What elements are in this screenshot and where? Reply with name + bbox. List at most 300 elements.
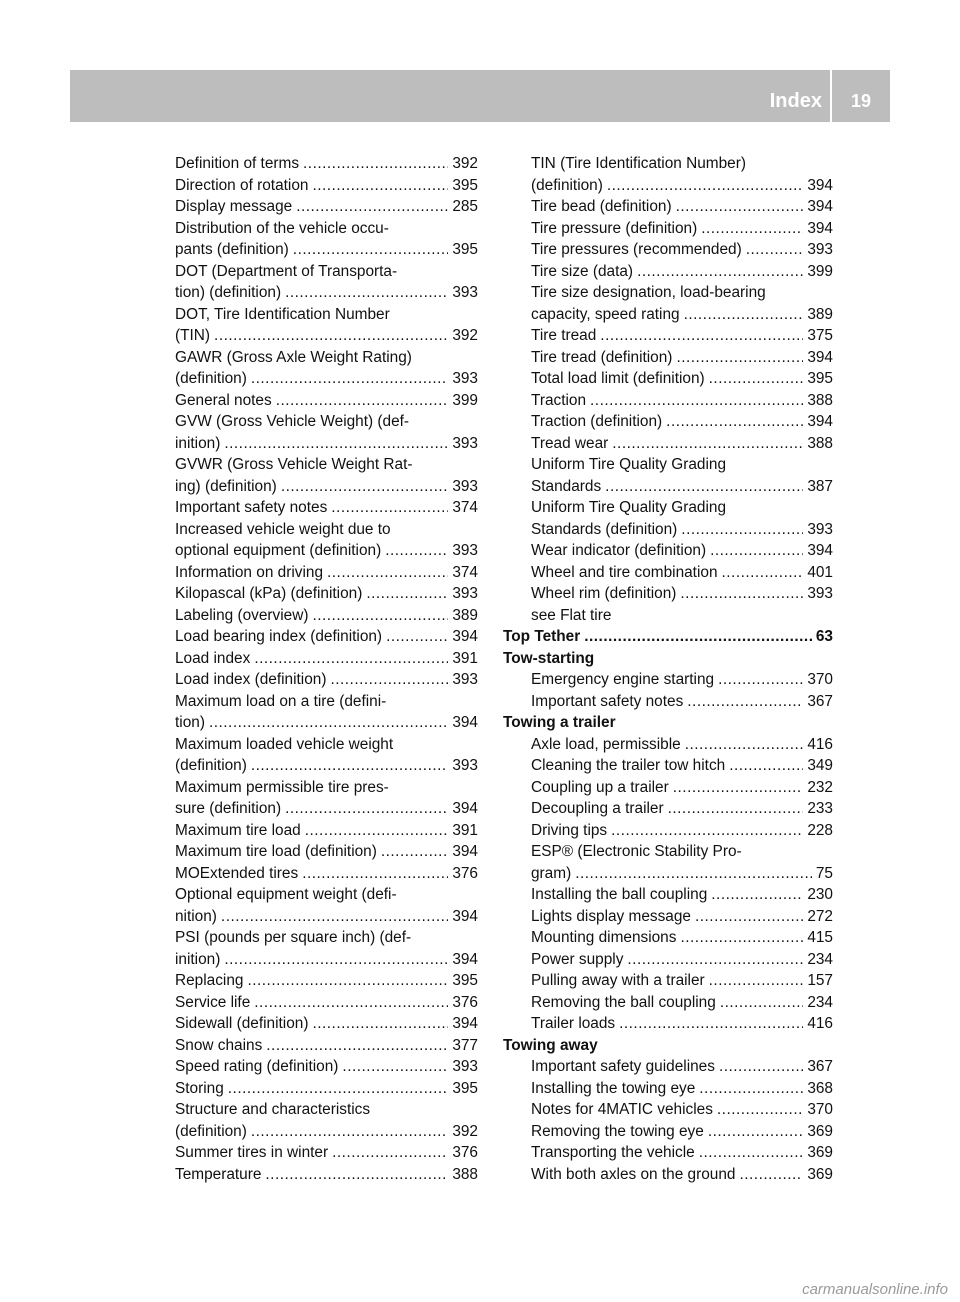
- entry-label: gram): [531, 864, 572, 882]
- dot-leader: [681, 519, 803, 541]
- index-entry: [503, 884, 833, 906]
- dot-leader: [285, 282, 448, 304]
- dot-leader: [710, 540, 803, 562]
- index-entry: [175, 1056, 478, 1078]
- entry-label: (definition): [531, 176, 603, 194]
- dot-leader: [720, 992, 804, 1014]
- entry-label: Important safety guidelines: [531, 1058, 715, 1075]
- index-entry: [503, 325, 833, 347]
- index-entry-line: Optional equipment weight (defi-: [175, 886, 397, 903]
- dot-leader: [684, 304, 804, 326]
- dot-leader: [254, 648, 448, 670]
- entry-page-number: 389: [807, 305, 833, 323]
- index-entry: [175, 1164, 478, 1186]
- dot-leader: [327, 562, 448, 584]
- entry-label: Cleaning the trailer tow hitch: [531, 757, 726, 774]
- index-entry: [175, 433, 478, 455]
- entry-page-number: 394: [452, 907, 478, 925]
- dot-leader: [676, 347, 803, 369]
- dot-leader: [584, 626, 812, 648]
- dot-leader: [332, 1142, 448, 1164]
- index-entry: [503, 433, 833, 455]
- index-entry: [503, 1078, 833, 1100]
- entry-label: nition): [175, 907, 217, 925]
- index-entry: [175, 1078, 478, 1100]
- entry-page-number: 393: [452, 284, 478, 301]
- section-title: Index: [769, 90, 822, 112]
- index-entry: [503, 734, 833, 756]
- entry-label: Sidewall (definition): [175, 1015, 309, 1032]
- index-entry: [503, 562, 833, 584]
- entry-label: Transporting the vehicle: [531, 1144, 695, 1161]
- dot-leader: [228, 1078, 449, 1100]
- entry-label: Tire pressure (definition): [531, 219, 698, 237]
- entry-page-number: 393: [452, 434, 478, 452]
- dot-leader: [303, 153, 448, 175]
- entry-label: Installing the towing eye: [531, 1079, 696, 1097]
- index-entry-line: TIN (Tire Identification Number): [531, 155, 746, 172]
- dot-leader: [717, 1099, 803, 1121]
- dot-leader: [605, 476, 803, 498]
- index-entry-line: Increased vehicle weight due to: [175, 520, 391, 538]
- index-entry: [503, 476, 833, 498]
- entry-page-number: 393: [807, 241, 833, 258]
- index-entry: [503, 519, 833, 541]
- index-entry: [503, 927, 833, 949]
- entry-label: ing) (definition): [175, 477, 277, 495]
- dot-leader: [701, 218, 803, 240]
- index-entry: [503, 261, 833, 283]
- entry-label: Emergency engine starting: [531, 671, 715, 688]
- entry-label: Trailer loads: [531, 1015, 616, 1032]
- dot-leader: [254, 992, 448, 1014]
- dot-leader: [265, 1164, 448, 1186]
- dot-leader: [312, 1013, 448, 1035]
- index-column-left: [175, 153, 478, 1185]
- index-entry: [175, 755, 478, 777]
- entry-page-number: 157: [807, 972, 833, 989]
- index-entry: [503, 863, 833, 885]
- entry-label: pants (definition): [175, 241, 289, 258]
- dot-leader: [386, 626, 448, 648]
- entry-label: Standards: [531, 477, 602, 495]
- dot-leader: [221, 906, 448, 928]
- index-entry: [503, 820, 833, 842]
- entry-label: (definition): [175, 1122, 247, 1140]
- entry-label: inition): [175, 950, 221, 968]
- entry-page-number: 63: [815, 628, 833, 645]
- index-entry: [503, 798, 833, 820]
- index-entry: [175, 497, 478, 519]
- entry-page-number: 401: [807, 563, 833, 581]
- entry-page-number: 393: [807, 585, 833, 602]
- entry-label: Tire tread (definition): [531, 348, 673, 366]
- dot-leader: [251, 368, 448, 390]
- dot-leader: [709, 970, 804, 992]
- entry-label: Standards (definition): [531, 520, 678, 538]
- dot-leader: [607, 175, 803, 197]
- index-entry: [175, 476, 478, 498]
- index-entry: [503, 218, 833, 240]
- entry-page-number: 392: [452, 327, 478, 344]
- entry-page-number: 369: [807, 1144, 833, 1161]
- entry-label: Pulling away with a trailer: [531, 972, 705, 989]
- entry-label: Wheel and tire combination: [531, 563, 718, 581]
- entry-page-number: 393: [452, 757, 478, 774]
- index-entry: [175, 605, 478, 627]
- entry-page-number: 349: [807, 757, 833, 774]
- index-entry-line: Uniform Tire Quality Grading: [531, 456, 727, 473]
- dot-leader: [312, 175, 448, 197]
- dot-leader: [685, 734, 804, 756]
- index-entry-line: see Flat tire: [531, 606, 612, 624]
- index-entry: [175, 648, 478, 670]
- dot-leader: [590, 390, 803, 412]
- index-heading: Towing away: [503, 1036, 598, 1054]
- index-entry: [503, 992, 833, 1014]
- entry-page-number: 393: [452, 477, 478, 495]
- index-entry: [175, 562, 478, 584]
- index-entry: [175, 583, 478, 605]
- entry-label: inition): [175, 434, 221, 452]
- entry-page-number: 415: [807, 929, 833, 946]
- entry-page-number: 387: [807, 477, 833, 495]
- dot-leader: [676, 196, 804, 218]
- index-entry: [503, 669, 833, 691]
- index-entry-line: PSI (pounds per square inch) (def-: [175, 929, 412, 946]
- entry-page-number: 399: [807, 262, 833, 280]
- entry-page-number: 374: [452, 563, 478, 581]
- dot-leader: [293, 239, 449, 261]
- index-heading: Tow-starting: [503, 649, 595, 667]
- dot-leader: [666, 411, 803, 433]
- dot-leader: [611, 820, 803, 842]
- entry-page-number: 388: [452, 1165, 478, 1183]
- entry-page-number: 375: [807, 327, 833, 344]
- entry-label: Important safety notes: [175, 499, 328, 516]
- dot-leader: [612, 433, 803, 455]
- dot-leader: [281, 476, 449, 498]
- entry-label: (definition): [175, 757, 247, 774]
- index-entry: [175, 175, 478, 197]
- entry-label: Driving tips: [531, 821, 608, 839]
- entry-label: Power supply: [531, 950, 624, 968]
- index-entry: [503, 1142, 833, 1164]
- index-entry-line: Tire size designation, load-bearing: [531, 284, 766, 301]
- entry-label: Display message: [175, 198, 293, 215]
- dot-leader: [305, 820, 449, 842]
- entry-label: Labeling (overview): [175, 606, 309, 624]
- entry-label: Replacing: [175, 972, 244, 989]
- entry-page-number: 394: [807, 348, 833, 366]
- index-entry: [503, 304, 833, 326]
- entry-label: Load index: [175, 649, 251, 667]
- entry-page-number: 374: [452, 499, 478, 516]
- entry-page-number: 399: [452, 391, 478, 409]
- entry-page-number: 75: [815, 864, 833, 882]
- index-entry: [503, 368, 833, 390]
- index-entry: [503, 626, 833, 648]
- header-bar: [70, 70, 890, 122]
- dot-leader: [699, 1142, 804, 1164]
- index-entry: [175, 239, 478, 261]
- entry-label: Temperature: [175, 1165, 262, 1183]
- entry-page-number: 393: [452, 585, 478, 602]
- entry-label: Axle load, permissible: [531, 735, 681, 753]
- entry-label: Speed rating (definition): [175, 1058, 339, 1075]
- index-entry-line: GVWR (Gross Vehicle Weight Rat-: [175, 456, 413, 473]
- entry-label: Tire pressures (recommended): [531, 241, 742, 258]
- entry-page-number: 395: [452, 176, 478, 194]
- index-entry: [175, 820, 478, 842]
- index-entry: [503, 239, 833, 261]
- entry-page-number: 394: [807, 413, 833, 430]
- entry-label: Kilopascal (kPa) (definition): [175, 585, 363, 602]
- index-entry-line: Maximum load on a tire (defini-: [175, 692, 387, 710]
- entry-page-number: 272: [807, 907, 833, 925]
- entry-label: Tread wear: [531, 434, 609, 452]
- entry-page-number: 370: [807, 671, 833, 688]
- dot-leader: [224, 949, 448, 971]
- entry-page-number: 394: [452, 714, 478, 731]
- entry-label: Service life: [175, 993, 251, 1011]
- entry-label: Mounting dimensions: [531, 929, 677, 946]
- watermark: carmanualsonline.info: [802, 1281, 948, 1298]
- index-entry: [175, 841, 478, 863]
- entry-label: Notes for 4MATIC vehicles: [531, 1101, 713, 1118]
- index-entry: [503, 1099, 833, 1121]
- dot-leader: [708, 1121, 803, 1143]
- entry-label: Wheel rim (definition): [531, 585, 677, 602]
- entry-page-number: 368: [807, 1079, 833, 1097]
- entry-page-number: 393: [807, 520, 833, 538]
- entry-label: capacity, speed rating: [531, 305, 680, 323]
- dot-leader: [276, 390, 449, 412]
- entry-label: Maximum tire load (definition): [175, 843, 377, 860]
- entry-page-number: 234: [807, 950, 833, 968]
- entry-label: Definition of terms: [175, 155, 300, 172]
- index-entry: [503, 175, 833, 197]
- index-entry: [175, 1142, 478, 1164]
- entry-page-number: 394: [807, 176, 833, 194]
- entry-label: Storing: [175, 1079, 224, 1097]
- index-entry: [503, 1013, 833, 1035]
- index-entry: [503, 755, 833, 777]
- entry-label: Tire size (data): [531, 262, 634, 280]
- index-entry-line: DOT (Department of Transporta-: [175, 262, 398, 280]
- index-entry: [175, 863, 478, 885]
- index-entry-line: DOT, Tire Identification Number: [175, 305, 390, 323]
- page-number: 19: [850, 91, 872, 111]
- entry-page-number: 369: [807, 1122, 833, 1140]
- entry-page-number: 391: [452, 649, 478, 667]
- entry-page-number: 393: [452, 542, 478, 559]
- entry-page-number: 395: [452, 972, 478, 989]
- dot-leader: [342, 1056, 448, 1078]
- dot-leader: [381, 841, 448, 863]
- entry-page-number: 388: [807, 391, 833, 409]
- index-entry: [175, 712, 478, 734]
- entry-page-number: 367: [807, 692, 833, 710]
- entry-page-number: 370: [807, 1101, 833, 1118]
- index-column-right: [503, 153, 833, 1185]
- entry-page-number: 367: [807, 1058, 833, 1075]
- index-entry: [503, 1164, 833, 1186]
- dot-leader: [673, 777, 804, 799]
- entry-page-number: 392: [452, 155, 478, 172]
- index-entry: [503, 583, 833, 605]
- index-entry: [175, 390, 478, 412]
- index-entry: [175, 196, 478, 218]
- dot-leader: [699, 1078, 803, 1100]
- dot-leader: [680, 927, 803, 949]
- index-entry: [503, 1056, 833, 1078]
- dot-leader: [251, 1121, 448, 1143]
- entry-label: Direction of rotation: [175, 176, 309, 194]
- dot-leader: [312, 605, 448, 627]
- index-entry-line: Maximum permissible tire pres-: [175, 778, 389, 796]
- index-entry: [175, 906, 478, 928]
- entry-label: optional equipment (definition): [175, 542, 382, 559]
- dot-leader: [302, 863, 448, 885]
- entry-label: (TIN): [175, 327, 211, 344]
- dot-leader: [209, 712, 448, 734]
- entry-label: tion) (definition): [175, 284, 282, 301]
- entry-label: (definition): [175, 370, 247, 387]
- entry-label: Lights display message: [531, 907, 691, 925]
- index-entry: [503, 1121, 833, 1143]
- entry-page-number: 393: [452, 370, 478, 387]
- index-entry: [503, 196, 833, 218]
- index-entry-line: Uniform Tire Quality Grading: [531, 499, 727, 516]
- entry-page-number: 285: [452, 198, 478, 215]
- entry-label: Information on driving: [175, 563, 323, 581]
- entry-page-number: 394: [452, 843, 478, 860]
- dot-leader: [224, 433, 448, 455]
- entry-label: Traction (definition): [531, 413, 663, 430]
- index-entry: [175, 540, 478, 562]
- dot-leader: [600, 325, 803, 347]
- entry-page-number: 395: [452, 1079, 478, 1097]
- index-entry: [175, 992, 478, 1014]
- entry-page-number: 394: [452, 950, 478, 968]
- dot-leader: [718, 669, 803, 691]
- entry-page-number: 416: [807, 1015, 833, 1032]
- entry-label: Total load limit (definition): [531, 370, 705, 387]
- entry-page-number: 394: [807, 219, 833, 237]
- entry-page-number: 232: [807, 778, 833, 796]
- dot-leader: [627, 949, 803, 971]
- index-entry: [175, 949, 478, 971]
- index-entry-line: Distribution of the vehicle occu-: [175, 219, 389, 237]
- index-entry: [503, 691, 833, 713]
- dot-leader: [266, 1035, 448, 1057]
- dot-leader: [251, 755, 448, 777]
- entry-label: sure (definition): [175, 800, 282, 817]
- dot-leader: [709, 368, 804, 390]
- entry-page-number: 376: [452, 1144, 478, 1161]
- index-entry-line: GVW (Gross Vehicle Weight) (def-: [175, 413, 410, 430]
- entry-label: Tire bead (definition): [531, 198, 672, 215]
- entry-label: Coupling up a trailer: [531, 778, 669, 796]
- dot-leader: [680, 583, 803, 605]
- entry-page-number: 228: [807, 821, 833, 839]
- index-entry: [503, 540, 833, 562]
- entry-label: Traction: [531, 391, 587, 409]
- index-entry: [175, 626, 478, 648]
- entry-label: Decoupling a trailer: [531, 800, 664, 817]
- index-entry: [503, 777, 833, 799]
- index-entry: [175, 798, 478, 820]
- index-entry: [503, 347, 833, 369]
- entry-page-number: 394: [807, 198, 833, 215]
- dot-leader: [722, 562, 804, 584]
- entry-page-number: 394: [452, 1015, 478, 1032]
- entry-label: tion): [175, 714, 205, 731]
- dot-leader: [285, 798, 448, 820]
- entry-label: Installing the ball coupling: [531, 886, 708, 903]
- dot-leader: [366, 583, 448, 605]
- index-entry: [503, 970, 833, 992]
- entry-page-number: 376: [452, 993, 478, 1011]
- index-entry: [175, 970, 478, 992]
- entry-page-number: 369: [807, 1165, 833, 1183]
- entry-page-number: 392: [452, 1122, 478, 1140]
- entry-label: General notes: [175, 391, 272, 409]
- index-entry-line: Maximum loaded vehicle weight: [175, 735, 394, 753]
- index-entry: [503, 390, 833, 412]
- dot-leader: [739, 1164, 803, 1186]
- entry-page-number: 393: [452, 671, 478, 688]
- entry-page-number: 394: [452, 628, 478, 645]
- index-entry: [175, 368, 478, 390]
- entry-page-number: 395: [452, 241, 478, 258]
- entry-page-number: 376: [452, 864, 478, 882]
- entry-label: Top Tether: [503, 628, 581, 645]
- index-entry: [175, 1013, 478, 1035]
- entry-label: With both axles on the ground: [531, 1165, 736, 1183]
- entry-page-number: 233: [807, 800, 833, 817]
- dot-leader: [296, 196, 448, 218]
- entry-page-number: 230: [807, 886, 833, 903]
- index-entry: [175, 1035, 478, 1057]
- entry-page-number: 416: [807, 735, 833, 753]
- dot-leader: [619, 1013, 803, 1035]
- index-entry: [175, 153, 478, 175]
- entry-page-number: 377: [452, 1036, 478, 1054]
- entry-label: Summer tires in winter: [175, 1144, 329, 1161]
- dot-leader: [575, 863, 812, 885]
- index-heading: Towing a trailer: [503, 714, 616, 731]
- index-entry: [175, 669, 478, 691]
- entry-label: MOExtended tires: [175, 864, 299, 882]
- dot-leader: [719, 1056, 803, 1078]
- dot-leader: [711, 884, 803, 906]
- dot-leader: [687, 691, 803, 713]
- entry-page-number: 394: [452, 800, 478, 817]
- entry-page-number: 391: [452, 821, 478, 839]
- dot-leader: [695, 906, 803, 928]
- entry-label: Snow chains: [175, 1036, 263, 1054]
- entry-label: Maximum tire load: [175, 821, 301, 839]
- index-entry-line: GAWR (Gross Axle Weight Rating): [175, 348, 412, 366]
- index-entry: [175, 282, 478, 304]
- entry-label: Wear indicator (definition): [531, 542, 707, 559]
- dot-leader: [330, 669, 448, 691]
- entry-page-number: 388: [807, 434, 833, 452]
- index-entry: [503, 411, 833, 433]
- dot-leader: [729, 755, 803, 777]
